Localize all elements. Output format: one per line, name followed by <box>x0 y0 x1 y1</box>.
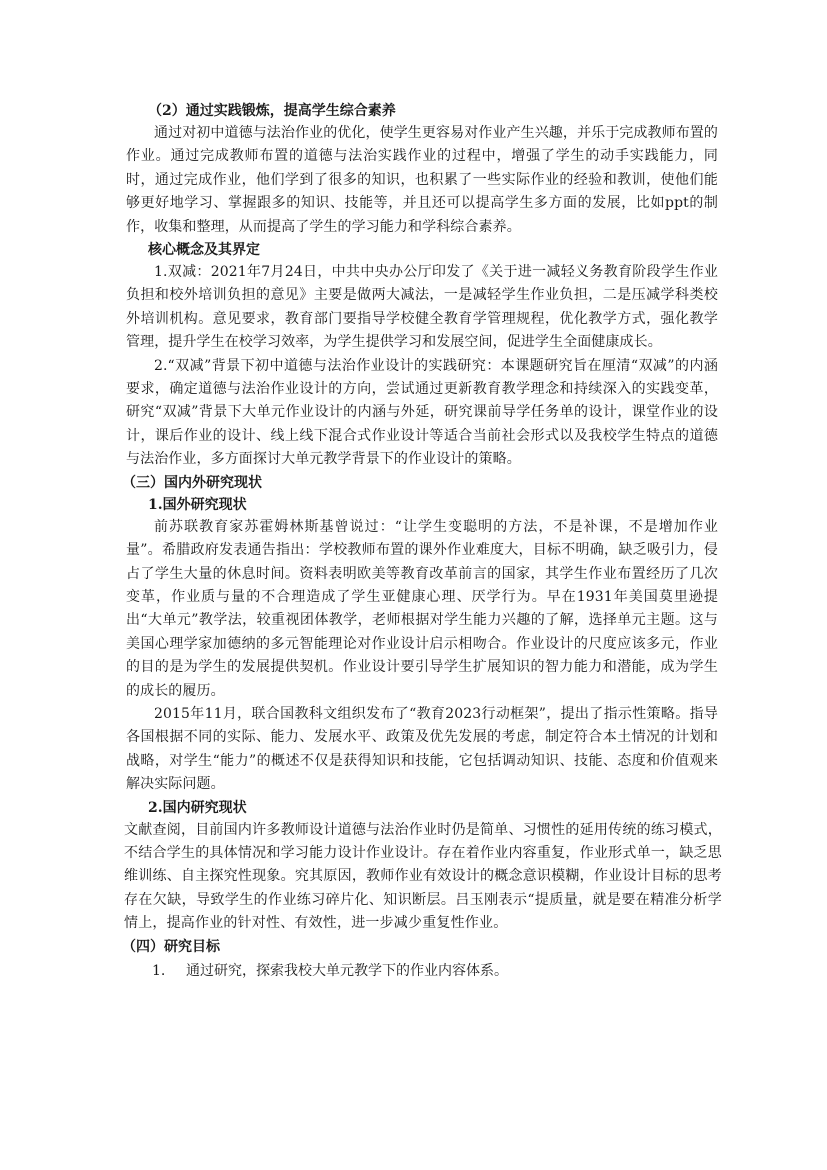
concept-item-practice-research: 2.“双减”背景下初中道德与法治作业设计的实践研究：本课题研究旨在厘清“双减”的内涵要求，确定道德与法治作业设计的方向，尝试通过更新教育教学理念和持续深入的实践变革，研究“双减”背景下大单元作业设计的内涵与外延，研究课前导学任务单的设计，课堂作业的设计，课后作业的设计、线上线下混合式作业设计等适合当前社会形式以及我校学生特点的道德与法治作业，多方面探讨大单元教学背景下的作业设计的策略。 <box>126 357 718 468</box>
goal-item-text: 通过研究，探索我校大单元教学下的作业内容体系。 <box>186 962 508 979</box>
subheading-domestic-status: 2.国内研究现状 <box>148 799 247 816</box>
section-heading-concepts: 核心概念及其界定 <box>148 242 260 259</box>
section-heading-goals: （四）研究目标 <box>122 938 220 955</box>
paragraph-foreign-2: 2015年11月，联合国教科文组织发布了“教育2023行动框架”，提出了指示性策略。指导各国根据不同的实际、能力、发展水平、政策及优先发展的考虑，制定符合本土情况的计划和战略，对学生“能力”的概述不仅是获得知识和技能，它包括调动知识、技能、态度和价值观来解决实际问题。 <box>126 705 718 793</box>
goal-item-number: 1. <box>152 962 166 979</box>
subheading-foreign-status: 1.国外研究现状 <box>148 496 247 513</box>
paragraph-domestic: 文献查阅，目前国内许多教师设计道德与法治作业时仍是简单、习惯性的延用传统的练习模式，不结合学生的具体情况和学习能力设计作业设计。存在着作业内容重复，作业形式单一，缺乏思维训练、自主探究性现象。究其原因，教师作业有效设计的概念意识模糊，作业设计目标的思考存在欠缺，导致学生的作业练习碎片化、知识断层。吕玉刚表示“提质量，就是要在精准分析学情上，提高作业的针对性、有效性，进一步减少重复性作业。 <box>124 821 722 932</box>
goal-item <box>126 960 718 983</box>
section-heading-research-status: （三）国内外研究现状 <box>122 474 262 491</box>
section-heading-practice: （2）通过实践锻炼，提高学生综合素养 <box>148 103 396 119</box>
document-body <box>122 100 722 983</box>
paragraph-practice: 通过对初中道德与法治作业的优化，使学生更容易对作业产生兴趣，并乐于完成教师布置的作业。通过完成教师布置的道德与法治实践作业的过程中，增强了学生的动手实践能力，同时，通过完成作业，他们学到了很多的知识，也积累了一些实际作业的经验和教训，使他们能够更好地学习、掌握跟多的知识、技能等，并且还可以提高学生多方面的发展，比如ppt的制作，收集和整理，从而提高了学生的学习能力和学科综合素养。 <box>126 125 718 235</box>
concept-item-double-reduction: 1.双减：2021年7月24日，中共中央办公厅印发了《关于进一减轻义务教育阶段学生作业负担和校外培训负担的意见》主要是做两大减法，一是减轻学生作业负担，二是压减学科类校外培训机构。意见要求，教育部门要指导学校健全教育学管理规程，优化教学方式，强化教学管理，提升学生在校学习效率，为学生提供学习和发展空间，促进学生全面健康成长。 <box>126 264 718 351</box>
paragraph-foreign-1: 前苏联教育家苏霍姆林斯基曾说过：“让学生变聪明的方法，不是补课，不是增加作业量”。希腊政府发表通告指出：学校教师布置的课外作业难度大，目标不明确，缺乏吸引力，侵占了学生大量的休息时间。资料表明欧美等教育改革前言的国家，其学生作业布置经历了几次变革，作业质与量的不合理造成了学生亚健康心理、厌学行为。早在1931年美国莫里逊提出“大单元”教学法，较重视团体教学，老师根据对学生能力兴趣的了解，选择单元主题。这与美国心理学家加德纳的多元智能理论对作业设计启示相吻合。作业设计的尺度应该多元，作业的目的是为学生的发展提供契机。作业设计要引导学生扩展知识的智力能力和潜能，成为学生的成长的履历。 <box>126 518 718 699</box>
